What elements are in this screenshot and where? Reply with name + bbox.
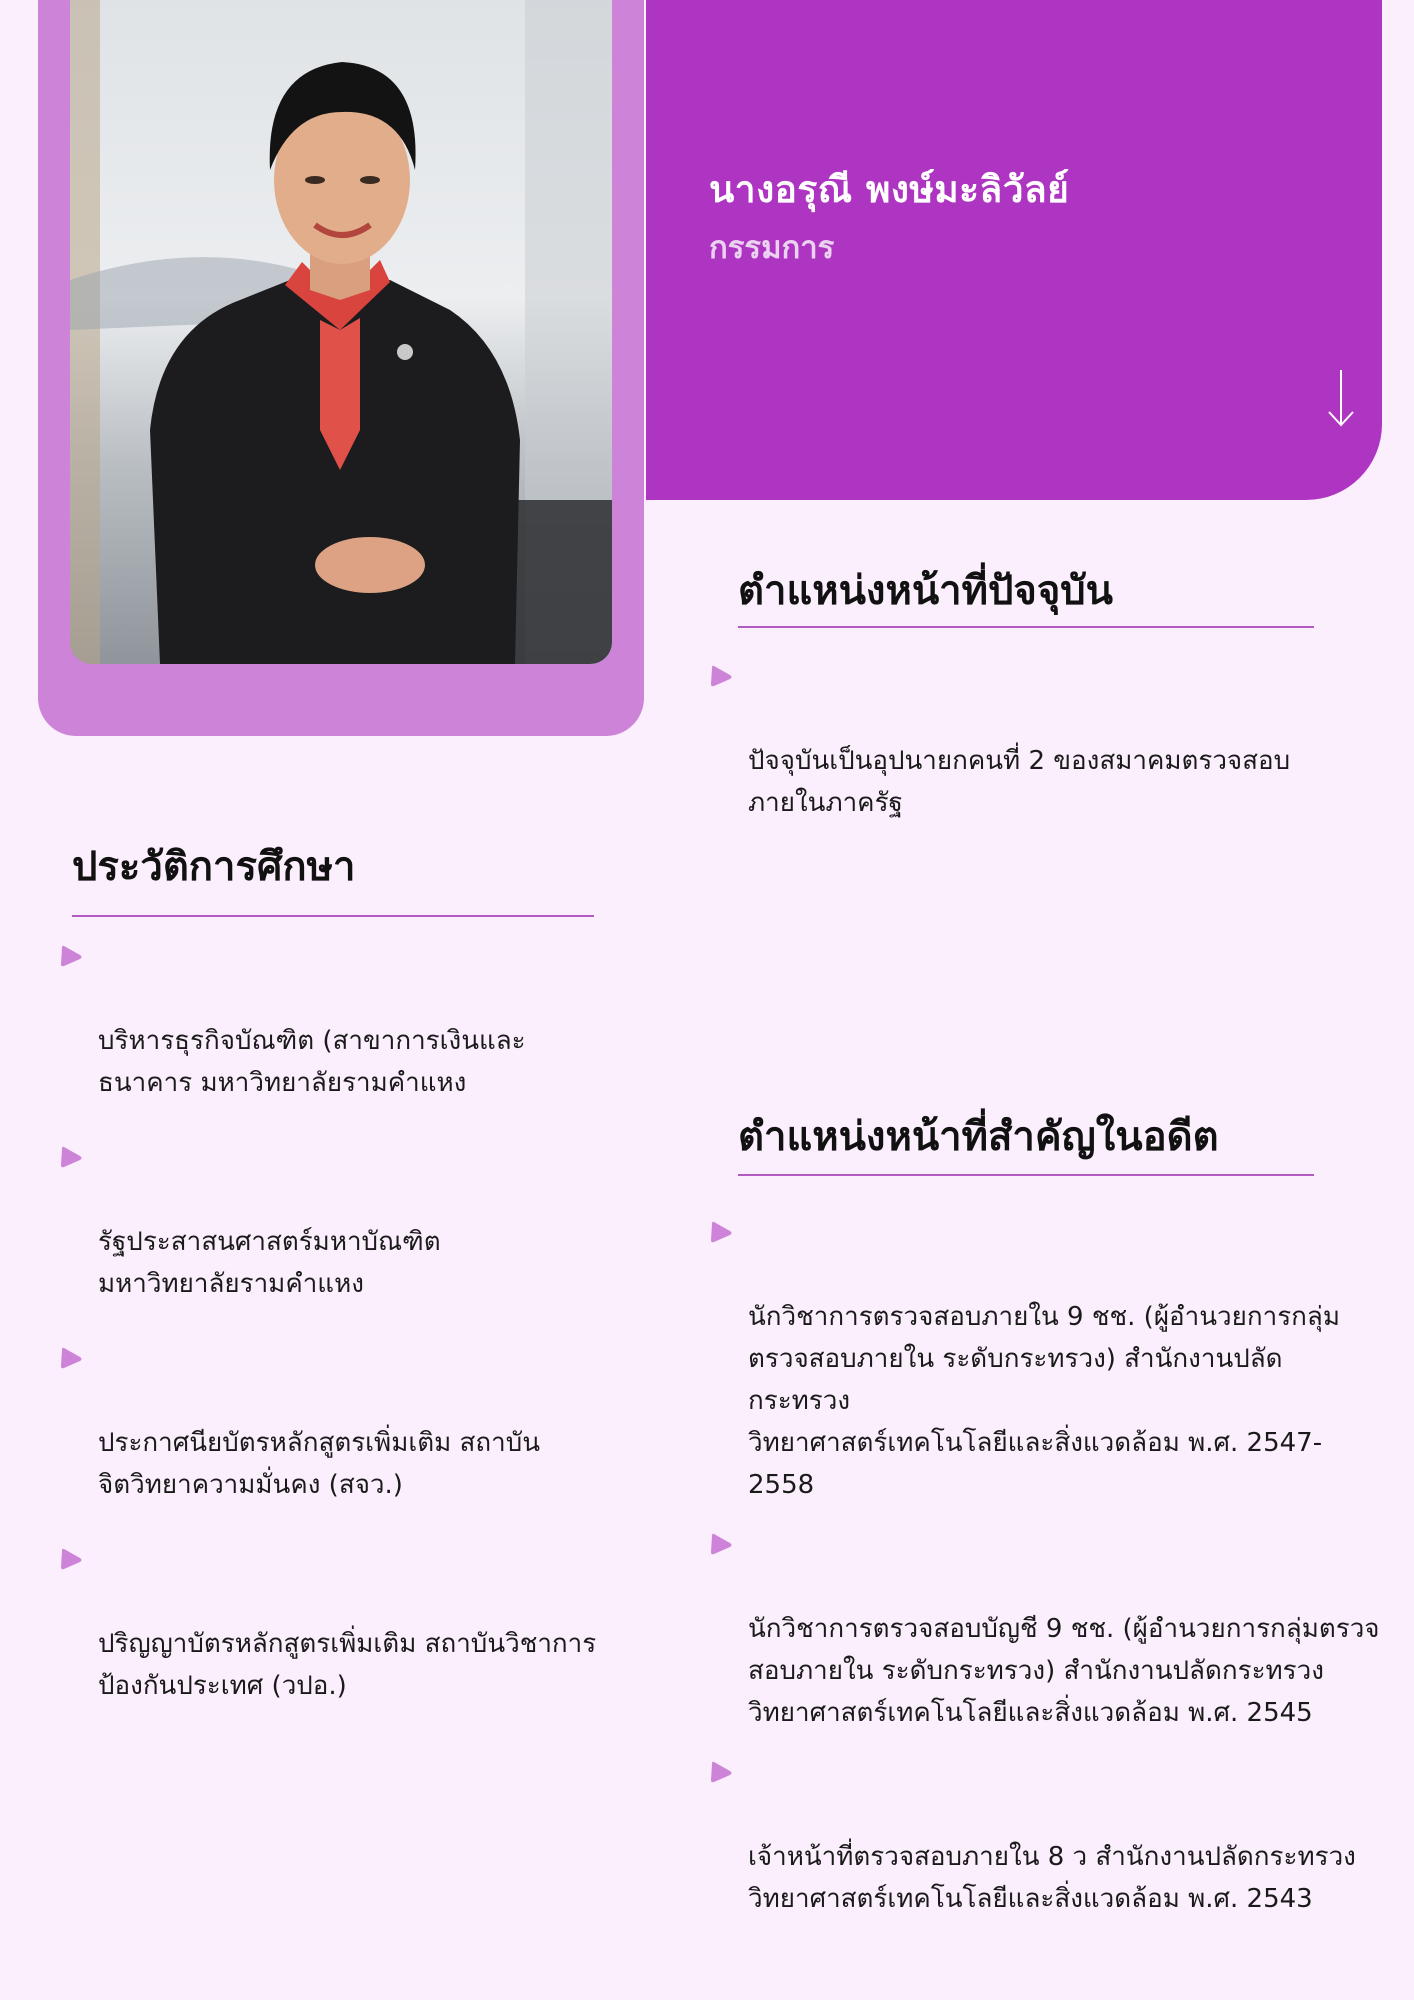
list-item-text: บริหารธุรกิจบัณฑิต (สาขาการเงินและ ธนาคาร มหาวิทยาลัยรามคำแหง bbox=[98, 1026, 526, 1098]
education-divider bbox=[72, 915, 594, 917]
list-item bbox=[58, 936, 658, 1104]
list-item-text: ประกาศนียบัตรหลักสูตรเพิ่มเติม สถาบัน จิตวิทยาความมั่นคง (สจว.) bbox=[98, 1428, 540, 1500]
past-positions-heading: ตำแหน่งหน้าที่สำคัญในอดีต bbox=[738, 1114, 1219, 1160]
arrow-down-icon bbox=[1326, 368, 1356, 428]
list-item bbox=[58, 1137, 658, 1305]
list-item-text: รัฐประสาสนศาสตร์มหาบัณฑิต มหาวิทยาลัยรามคำแหง bbox=[98, 1227, 441, 1299]
list-item bbox=[708, 1212, 1384, 1506]
current-position-divider bbox=[738, 626, 1314, 628]
rounded-triangle-bullet-icon bbox=[708, 663, 734, 689]
current-position-heading: ตำแหน่งหน้าที่ปัจจุบัน bbox=[738, 568, 1113, 614]
rounded-triangle-bullet-icon bbox=[708, 1759, 734, 1785]
rounded-triangle-bullet-icon bbox=[58, 1546, 84, 1572]
person-role: กรรมการ bbox=[709, 230, 835, 266]
list-item bbox=[708, 1524, 1384, 1734]
list-item-text: ปริญญาบัตรหลักสูตรเพิ่มเติม สถาบันวิชาการ ป้องกันประเทศ (วปอ.) bbox=[98, 1629, 597, 1701]
portrait-frame bbox=[38, 0, 644, 736]
list-item bbox=[58, 1338, 658, 1506]
past-positions-divider bbox=[738, 1174, 1314, 1176]
person-name: นางอรุณี พงษ์มะลิวัลย์ bbox=[709, 168, 1070, 211]
rounded-triangle-bullet-icon bbox=[58, 1345, 84, 1371]
rounded-triangle-bullet-icon bbox=[708, 1531, 734, 1557]
list-item bbox=[708, 1752, 1384, 1920]
education-heading: ประวัติการศึกษา bbox=[72, 844, 356, 890]
list-item bbox=[58, 1539, 658, 1707]
list-item bbox=[708, 656, 1328, 824]
current-position-list bbox=[708, 656, 1328, 824]
list-item-text: เจ้าหน้าที่ตรวจสอบภายใน 8 ว สำนักงานปลัดกระทรวง วิทยาศาสตร์เทคโนโลยีและสิ่งแวดล้อม พ.ศ. 2543 bbox=[748, 1842, 1356, 1914]
education-list bbox=[58, 936, 658, 1707]
rounded-triangle-bullet-icon bbox=[708, 1219, 734, 1245]
past-positions-list bbox=[708, 1212, 1384, 1920]
list-item-text: นักวิชาการตรวจสอบภายใน 9 ชช. (ผู้อำนวยการกลุ่ม ตรวจสอบภายใน ระดับกระทรวง) สำนักงานปลัดกระทรวง วิทยาศาสตร์เทคโนโลยีและสิ่งแวดล้อม พ.ศ. 2547-2558 bbox=[748, 1302, 1340, 1500]
rounded-triangle-bullet-icon bbox=[58, 1144, 84, 1170]
portrait-illustration bbox=[70, 0, 612, 664]
name-card bbox=[646, 0, 1382, 500]
portrait-photo bbox=[70, 0, 612, 664]
list-item-text: นักวิชาการตรวจสอบบัญชี 9 ชช. (ผู้อำนวยการกลุ่มตรวจ สอบภายใน ระดับกระทรวง) สำนักงานปลัดกระทรวง วิทยาศาสตร์เทคโนโลยีและสิ่งแวดล้อม พ.ศ. 2545 bbox=[748, 1614, 1380, 1728]
list-item-text: ปัจจุบันเป็นอุปนายกคนที่ 2 ของสมาคมตรวจสอบ ภายในภาครัฐ bbox=[748, 746, 1291, 818]
rounded-triangle-bullet-icon bbox=[58, 943, 84, 969]
